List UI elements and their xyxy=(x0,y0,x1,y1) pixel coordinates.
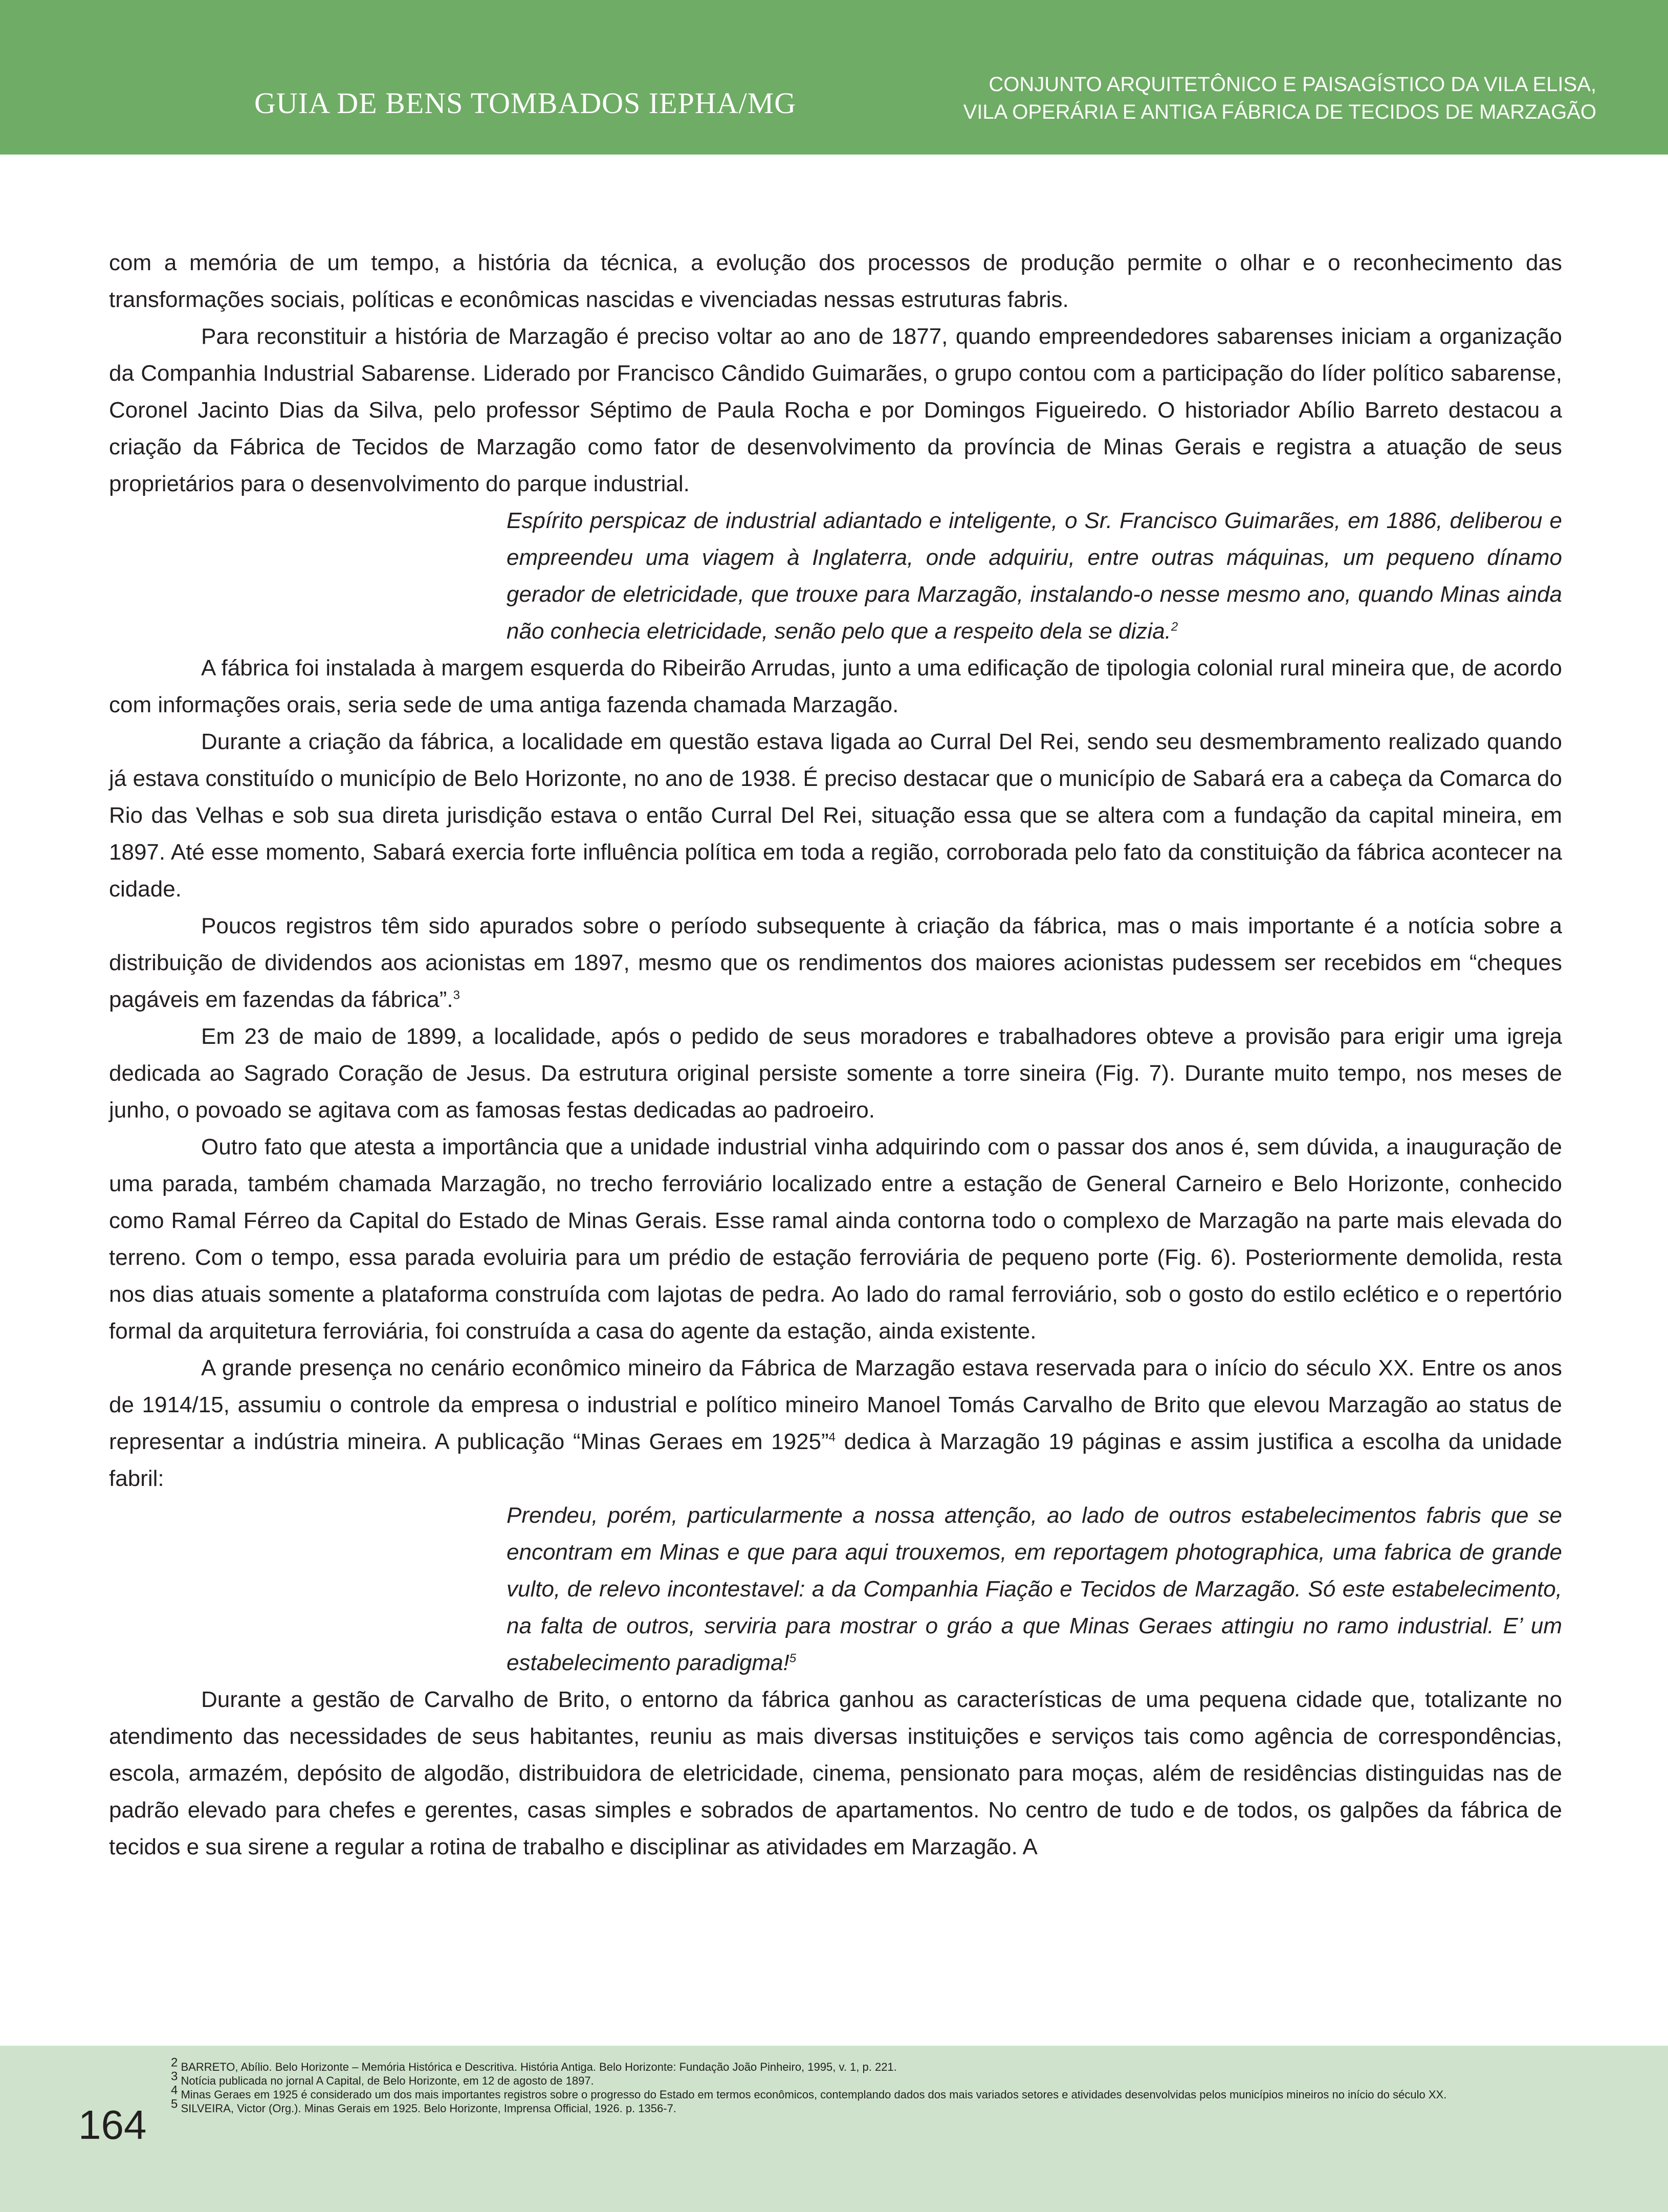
block-quote-2 xyxy=(507,1497,1562,1681)
paragraph-8-text-b: dedica à Marzagão 19 páginas e assim justifica a escolha da unidade fabril: xyxy=(109,1429,1563,1491)
footnote-4-number: 4 xyxy=(171,2083,178,2097)
page-number: 164 xyxy=(78,2102,147,2148)
footnote-5 xyxy=(171,2097,1598,2115)
page-header xyxy=(0,0,1668,155)
block-quote-2-text: Prendeu, porém, particularmente a nossa attenção, ao lado de outros estabelecimentos fabris que se encontram em Minas e que para aqui trouxemos, em reportagem photographica, uma fabrica de grande vulto, de relevo incontestavel: a da Companhia Fiação e Tecidos de Marzagão. Só este estabelecimento, na falta de outros, serviria para mostrar o gráo a que Minas Geraes attingiu no ramo industrial. E’ um estabelecimento paradigma! xyxy=(507,1503,1562,1675)
paragraph-4: Durante a criação da fábrica, a localidade em questão estava ligada ao Curral Del Rei, sendo seu desmembramento realizado quando já estava constituído o município de Belo Horizonte, no ano de 1938. É preciso destacar que o município de Sabará era a cabeça da Comarca do Rio das Velhas e sob sua direta jurisdição estava o então Curral Del Rei, situação essa que se altera com a fundação da capital mineira, em 1897. Até esse momento, Sabará exercia forte influência política em toda a região, corroborada pelo fato da constituição da fábrica acontecer na cidade. xyxy=(109,729,1562,902)
footnote-3 xyxy=(171,2069,1598,2088)
footnote-2-number: 2 xyxy=(171,2055,178,2070)
footnote-ref-4[interactable]: 4 xyxy=(828,1430,836,1444)
paragraph-9: Durante a gestão de Carvalho de Brito, o entorno da fábrica ganhou as características de uma pequena cidade que, totalizante no atendimento das necessidades de seus habitantes, reuniu as mais diversas instituições e serviços tais como agência de correspondências, escola, armazém, depósito de algodão, distribuidora de eletricidade, cinema, pensionato para moças, além de residências distinguidas nas de padrão elevado para chefes e gerentes, casas simples e sobrados de apartamentos. No centro de tudo e de todos, os galpões da fábrica de tecidos e sua sirene a regular a rotina de trabalho e disciplinar as atividades em Marzagão. A xyxy=(109,1687,1562,1859)
footnote-ref-2[interactable]: 2 xyxy=(1171,620,1178,634)
block-quote-1 xyxy=(507,502,1562,650)
paragraph-1: com a memória de um tempo, a história da técnica, a evolução dos processos de produção permite o olhar e o reconhecimento das transformações sociais, políticas e econômicas nascidas e vivenciadas nessas estruturas fabris. xyxy=(109,250,1562,312)
footnote-5-number: 5 xyxy=(171,2097,178,2111)
footnote-2-text: BARRETO, Abílio. Belo Horizonte – Memória Histórica e Descritiva. História Antiga. Belo Horizonte: Fundação João Pinheiro, 1995, v. 1, p. 221. xyxy=(178,2061,897,2073)
block-quote-1-text: Espírito perspicaz de industrial adiantado e inteligente, o Sr. Francisco Guimarães, em 1886, deliberou e empreendeu uma viagem à Inglaterra, onde adquiriu, entre outras máquinas, um pequeno dínamo gerador de eletricidade, que trouxe para Marzagão, instalando-o nesse mesmo ano, quando Minas ainda não conhecia eletricidade, senão pelo que a respeito dela se dizia. xyxy=(507,508,1562,644)
footnote-3-text: Notícia publicada no jornal A Capital, de Belo Horizonte, em 12 de agosto de 1897. xyxy=(178,2074,594,2087)
section-title xyxy=(778,71,1596,126)
paragraph-3: A fábrica foi instalada à margem esquerda do Ribeirão Arrudas, junto a uma edificação de tipologia colonial rural mineira que, de acordo com informações orais, seria sede de uma antiga fazenda chamada Marzagão. xyxy=(109,655,1562,717)
paragraph-2: Para reconstituir a história de Marzagão é preciso voltar ao ano de 1877, quando empreendedores sabarenses iniciam a organização da Companhia Industrial Sabarense. Liderado por Francisco Cândido Guimarães, o grupo contou com a participação do líder político sabarense, Coronel Jacinto Dias da Silva, pelo professor Séptimo de Paula Rocha e por Domingos Figueiredo. O historiador Abílio Barreto destacou a criação da Fábrica de Tecidos de Marzagão como fator de desenvolvimento da província de Minas Gerais e registra a atuação de seus proprietários para o desenvolvimento do parque industrial. xyxy=(109,324,1562,496)
footnote-5-text: SILVEIRA, Victor (Org.). Minas Gerais em 1925. Belo Horizonte, Imprensa Official, 1926. p. 1356-7. xyxy=(178,2102,676,2115)
paragraph-5 xyxy=(109,908,1562,1018)
article-body xyxy=(109,245,1562,1866)
footnote-ref-3[interactable]: 3 xyxy=(453,988,460,1002)
paragraph-8 xyxy=(109,1350,1562,1497)
paragraph-7: Outro fato que atesta a importância que a unidade industrial vinha adquirindo com o passar dos anos é, sem dúvida, a inauguração de uma parada, também chamada Marzagão, no trecho ferroviário localizado entre a estação de General Carneiro e Belo Horizonte, conhecido como Ramal Férreo da Capital do Estado de Minas Gerais. Esse ramal ainda contorna todo o complexo de Marzagão na parte mais elevada do terreno. Com o tempo, essa parada evoluiria para um prédio de estação ferroviária de pequeno porte (Fig. 6). Posteriormente demolida, resta nos dias atuais somente a plataforma construída com lajotas de pedra. Ao lado do ramal ferroviário, sob o gosto do estilo eclético e o repertório formal da arquitetura ferroviária, foi construída a casa do agente da estação, ainda existente. xyxy=(109,1134,1562,1344)
guide-title: GUIA DE BENS TOMBADOS IEPHA/MG xyxy=(254,86,797,120)
footnote-4 xyxy=(171,2083,1598,2101)
paragraph-6: Em 23 de maio de 1899, a localidade, após o pedido de seus moradores e trabalhadores obteve a provisão para erigir uma igreja dedicada ao Sagrado Coração de Jesus. Da estrutura original persiste somente a torre sineira (Fig. 7). Durante muito tempo, nos meses de junho, o povoado se agitava com as famosas festas dedicadas ao padroeiro. xyxy=(109,1024,1562,1123)
footnote-4-text: Minas Geraes em 1925 é considerado um dos mais importantes registros sobre o progresso do Estado em termos econômicos, contemplando dados dos mais variados setores e atividades desenvolvidas pelos municípios mineiros no início do século XX. xyxy=(178,2088,1447,2101)
footnote-2 xyxy=(171,2055,1598,2074)
footnotes xyxy=(171,2055,1598,2115)
section-title-line-1: CONJUNTO ARQUITETÔNICO E PAISAGÍSTICO DA VILA ELISA, xyxy=(989,73,1596,96)
footnote-3-number: 3 xyxy=(171,2069,178,2084)
paragraph-8-text-a: A grande presença no cenário econômico mineiro da Fábrica de Marzagão estava reservada para o início do século XX. Entre os anos de 1914/15, assumiu o controle da empresa o industrial e político mineiro Manoel Tomás Carvalho de Brito que elevou Marzagão ao status de representar a indústria mineira. A publicação “Minas Geraes em 1925” xyxy=(109,1355,1562,1454)
footnote-ref-5[interactable]: 5 xyxy=(789,1651,797,1666)
paragraph-5-text: Poucos registros têm sido apurados sobre o período subsequente à criação da fábrica, mas o mais importante é a notícia sobre a distribuição de dividendos aos acionistas em 1897, mesmo que os rendimentos dos maiores acionistas pudessem ser recebidos em “cheques pagáveis em fazendas da fábrica”. xyxy=(109,913,1562,1012)
section-title-line-2: VILA OPERÁRIA E ANTIGA FÁBRICA DE TECIDOS DE MARZAGÃO xyxy=(963,101,1596,123)
